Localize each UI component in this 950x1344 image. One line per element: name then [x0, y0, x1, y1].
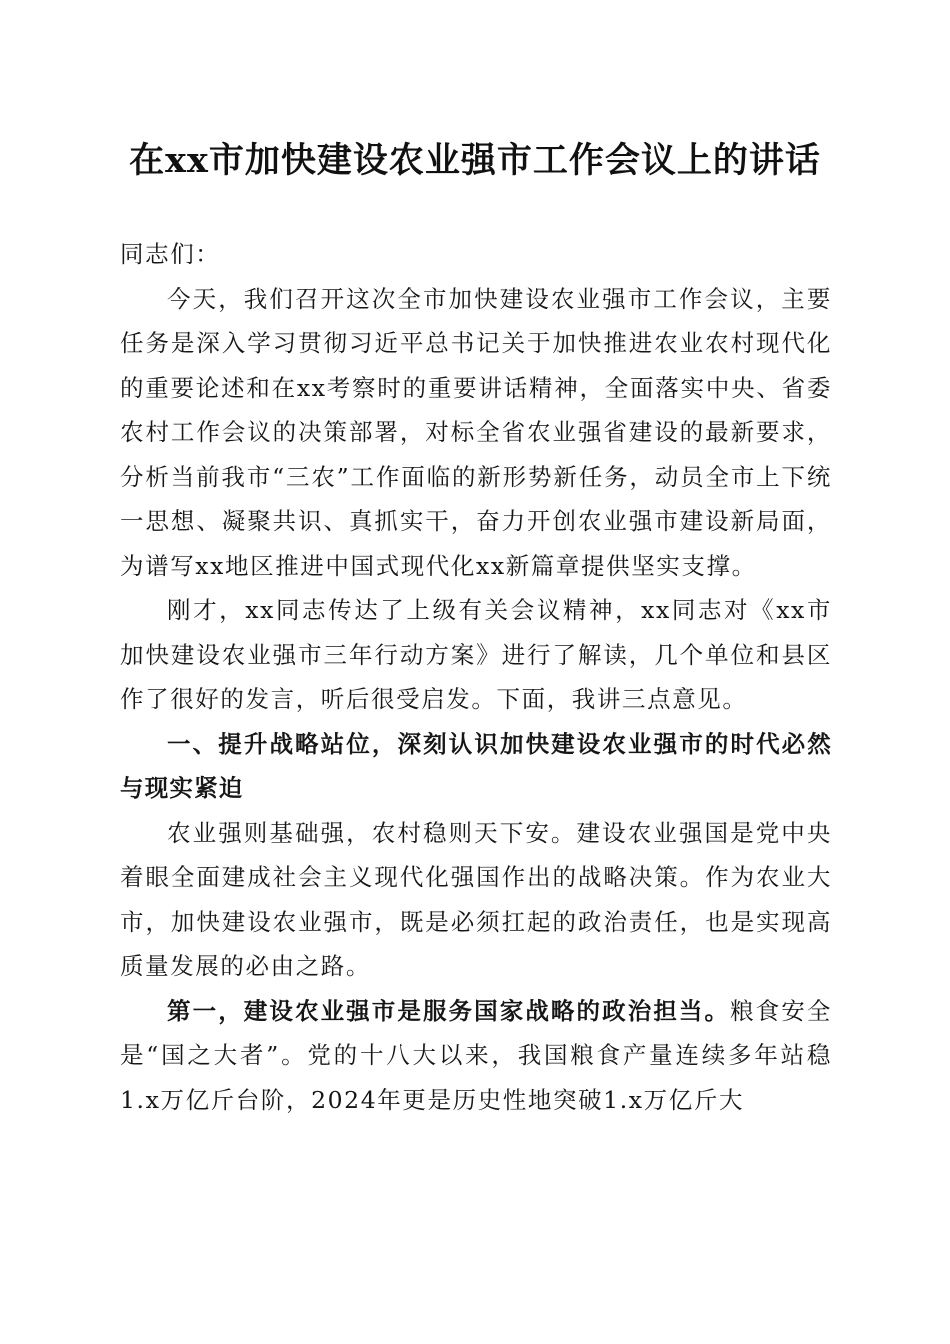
paragraph-transition: 刚才，xx同志传达了上级有关会议精神，xx同志对《xx市加快建设农业强市三年行动方案》进行了解读，几个单位和县区作了很好的发言，听后很受启发。下面，我讲三点意见。 — [120, 596, 832, 713]
salutation: 同志们： — [120, 240, 221, 268]
paragraph-opening: 今天，我们召开这次全市加快建设农业强市工作会议，主要任务是深入学习贯彻习近平总书记关于加快推进农业农村现代化的重要论述和在xx考察时的重要讲话精神，全面落实中央、省委农村工作会议的决策部署，对标全省农业强省建设的最新要求，分析当前我市“三农”工作面临的新形势新任务，动员全市上下统一思想、凝聚共识、真抓实干，奋力开创农业强市建设新局面，为谱写xx地区推进中国式现代化xx新篇章提供坚实支撑。 — [120, 284, 832, 580]
point-one-lead: 第一，建设农业强市是服务国家战略的政治担当。 — [167, 996, 731, 1025]
paragraph-point-one — [120, 989, 832, 1123]
paragraph-section-intro: 农业强则基础强，农村稳则天下安。建设农业强国是党中央着眼全面建成社会主义现代化强国作出的战略决策。作为农业大市，加快建设农业强市，既是必须扛起的政治责任，也是实现高质量发展的必由之路。 — [120, 818, 832, 980]
point-one-text: 粮食安全是“国之大者”。党的十八大以来，我国粮食产量连续多年站稳1.x万亿斤台阶，2024年更是历史性地突破1.x万亿斤大 — [120, 996, 832, 1114]
section-heading-one: 一、提升战略站位，深刻认识加快建设农业强市的时代必然与现实紧迫 — [120, 729, 832, 802]
document-title: 在xx市加快建设农业强市工作会议上的讲话 — [129, 140, 821, 181]
document-body — [120, 232, 832, 1122]
